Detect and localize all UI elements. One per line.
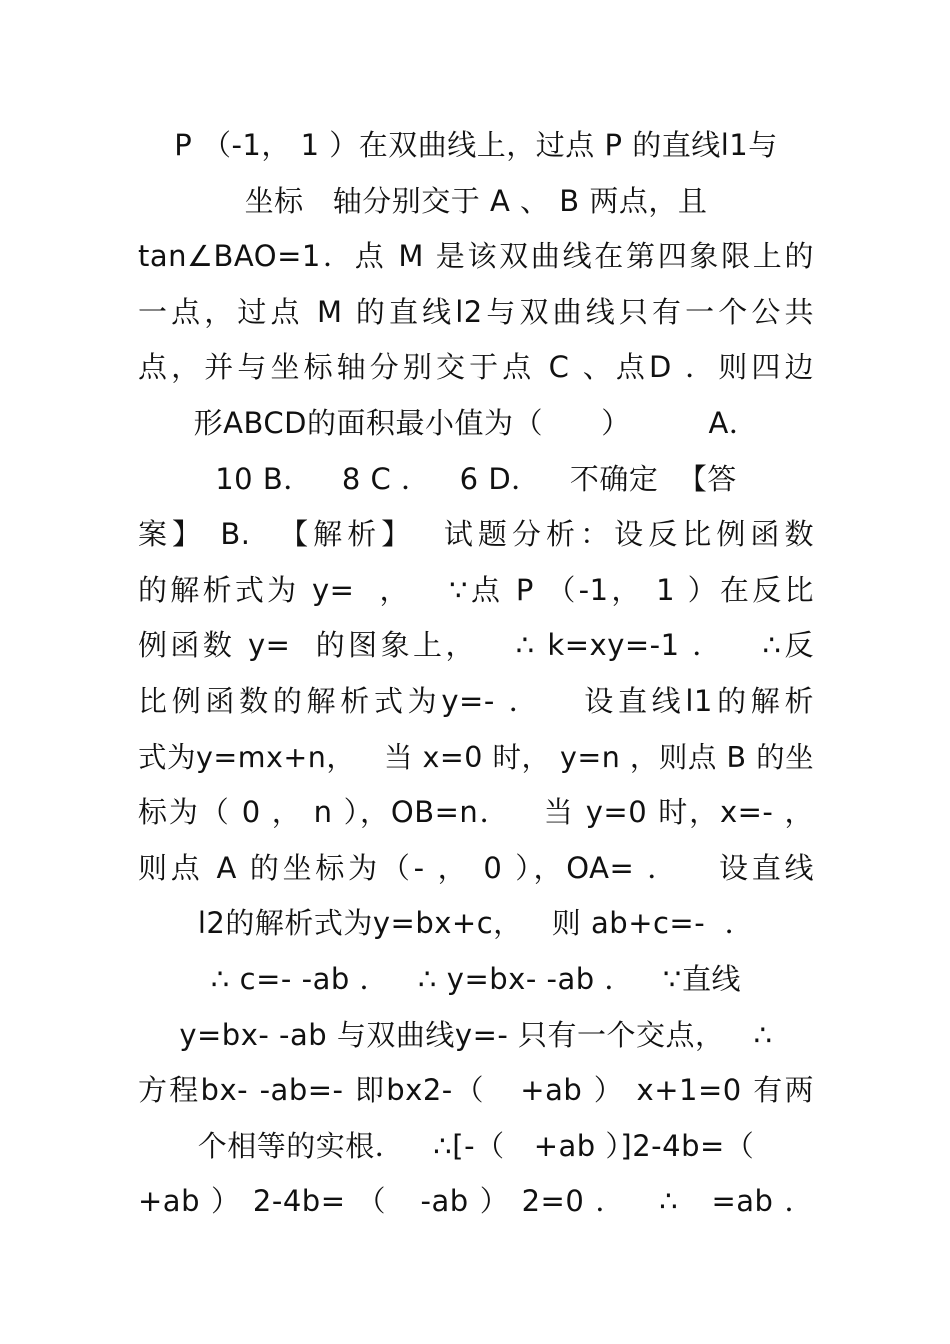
text-line: tan∠BAO=1．点 M 是该双曲线在第四象限上的 [138,239,814,274]
text-line: +ab ） 2-4b= （ -ab ） 2=0 ． ∴ =ab ． [138,1184,814,1219]
text-line: 案】 B. 【解析】 试题分析：设反比例函数 [138,517,814,552]
text-line: y=bx- -ab 与双曲线y=- 只有一个交点， ∴ [179,1017,773,1052]
text-line: 式为y=mx+n， 当 x=0 时， y=n ，则点 B 的坐 [138,740,814,774]
text-line: 点，并与坐标轴分别交于点 C 、点D ．则四边 [138,350,814,385]
text-line: ∴ c=- -ab ． ∴ y=bx- -ab ． ∵直线 [211,961,741,996]
text-line: 的解析式为 y= ， ∵点 P （-1， 1 ）在反比 [138,572,814,607]
text-line: 比例函数的解析式为y=- ． 设直线l1的解析 [138,683,814,718]
text-line: 标为（ 0 ， n ），OB=n． 当 y=0 时，x=- ， [138,795,814,830]
text-line: 10 B． 8 C ． 6 D． 不确定 【答 [215,461,737,496]
text-line: 形ABCD的面积最小值为（ ） A． [193,405,759,440]
text-line: 方程bx- -ab=- 即bx2-（ +ab ） x+1=0 有两 [138,1073,814,1108]
text-line: 个相等的实根． ∴[-（ +ab ）]2-4b=（ [197,1128,755,1163]
text-line: 一点，过点 M 的直线l2与双曲线只有一个公共 [138,294,814,329]
text-line: 例函数 y= 的图象上， ∴ k=xy=-1 ． ∴反 [138,628,814,663]
text-line: 则点 A 的坐标为（- ， 0 ），OA= ． 设直线 [138,850,814,885]
problem-text [138,118,814,1230]
text-line: l2的解析式为y=bx+c， 则 ab+c=- ． [197,906,755,941]
text-line: 坐标 轴分别交于 A 、 B 两点，且 [244,183,708,218]
text-line: P （-1， 1 ）在双曲线上，过点 P 的直线l1与 [174,128,778,162]
